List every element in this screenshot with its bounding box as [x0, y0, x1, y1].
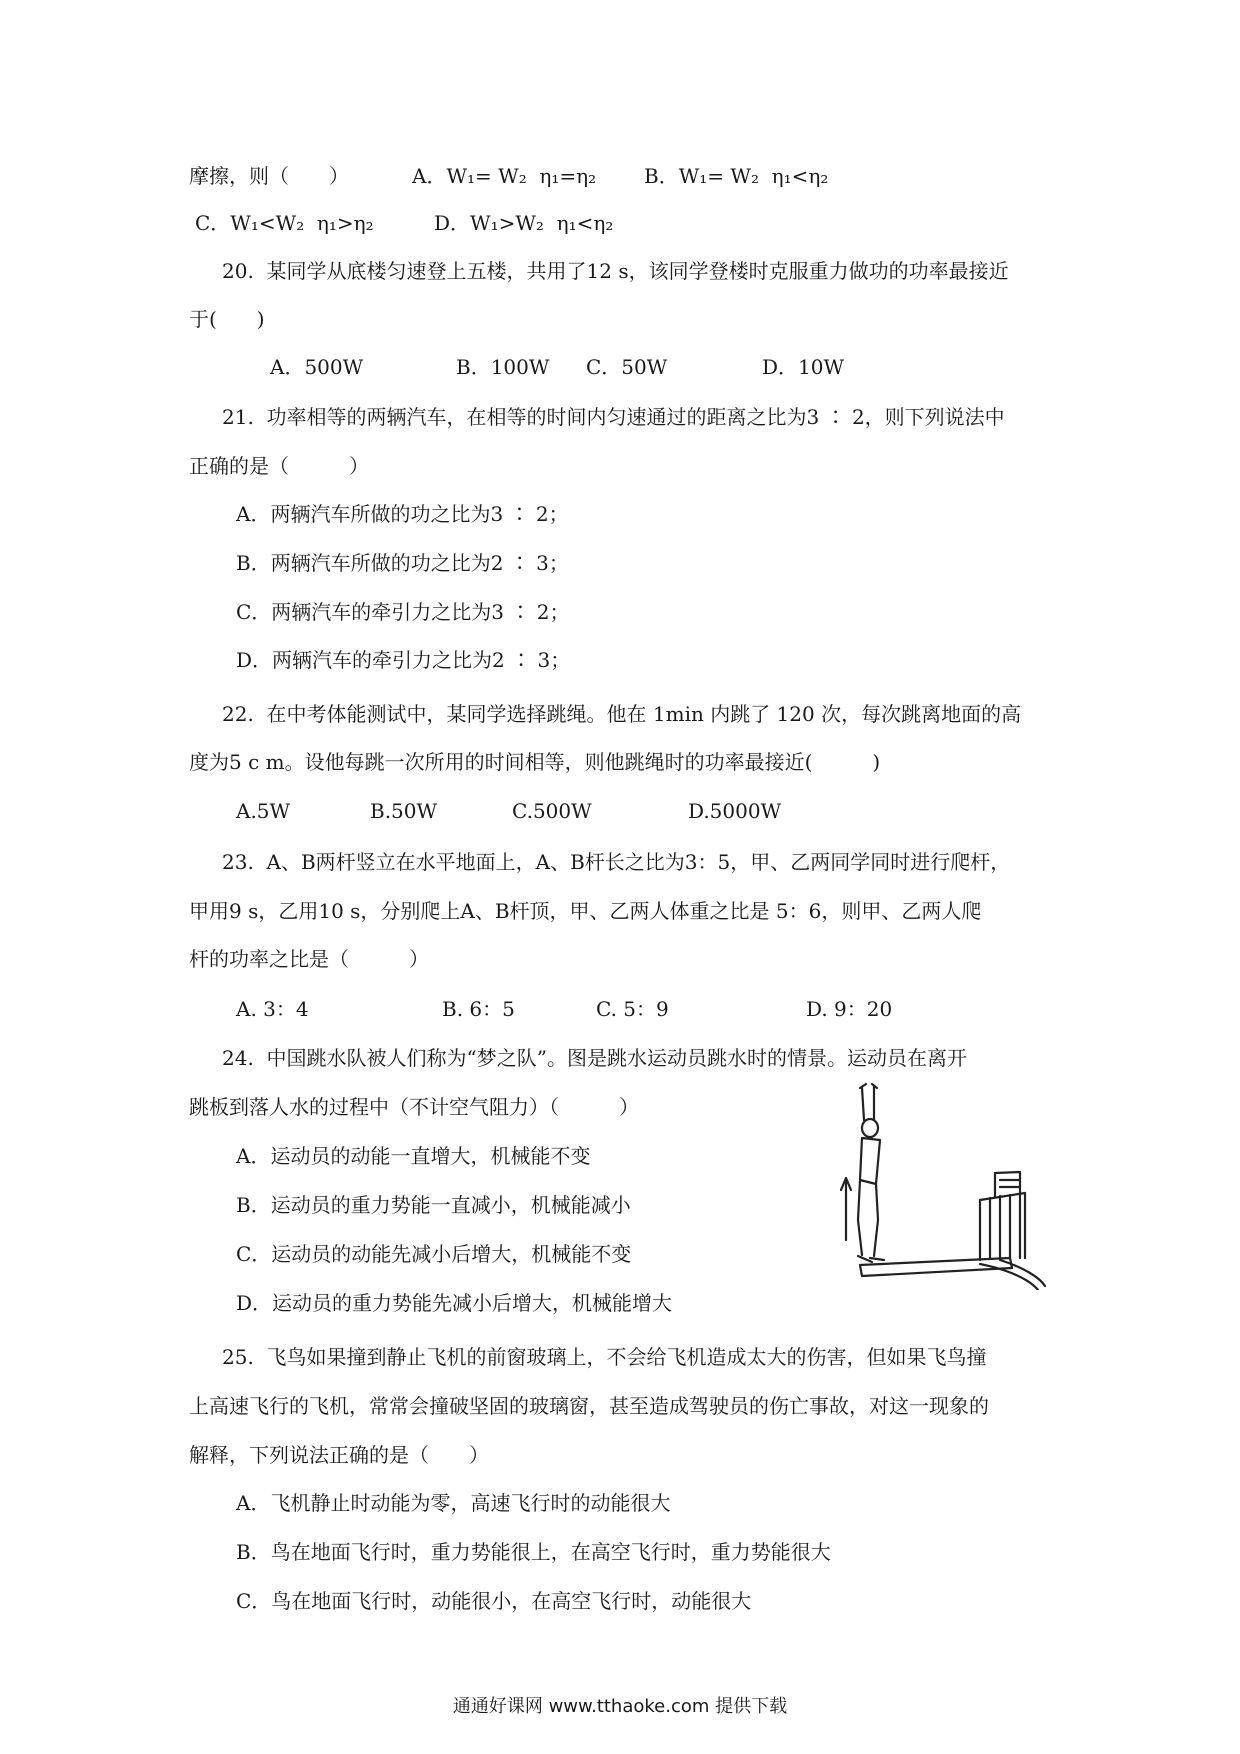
option-23-c: C. 5：9 [596, 997, 669, 1021]
option-24-d: D．运动员的重力势能先减小后增大，机械能增大 [236, 1291, 673, 1315]
option-22-d: D.5000W [688, 799, 782, 823]
question-25-line3: 解释，下列说法正确的是（ ） [189, 1443, 489, 1467]
question-23-line1: 23. A、B两杆竖立在水平地面上，A、B杆长之比为3：5，甲、乙两同学同时进行爬杆， [222, 850, 1011, 874]
option-24-a: A．运动员的动能一直增大，机械能不变 [236, 1144, 591, 1168]
option-20-a: A．500W [270, 355, 364, 379]
option-19-a: A．W₁= W₂ η₁=η₂ [412, 164, 597, 188]
option-20-c: C．50W [586, 355, 668, 379]
option-21-a: A．两辆汽车所做的功之比为3 ∶ 2； [236, 502, 569, 526]
option-24-b: B．运动员的重力势能一直减小，机械能减小 [236, 1193, 631, 1217]
option-23-b: B. 6：5 [442, 997, 515, 1021]
question-21-line1: 21. 功率相等的两辆汽车，在相等的时间内匀速通过的距离之比为3 ∶ 2，则下列说法中 [222, 405, 1005, 429]
option-24-c: C．运动员的动能先减小后增大，机械能不变 [236, 1242, 632, 1266]
option-19-d: D．W₁>W₂ η₁<η₂ [434, 211, 614, 235]
option-19-b: B．W₁= W₂ η₁<η₂ [644, 164, 829, 188]
option-20-b: B．100W [456, 355, 550, 379]
option-19-c: C．W₁<W₂ η₁>η₂ [195, 211, 374, 235]
option-25-b: B．鸟在地面飞行时，重力势能很上，在高空飞行时，重力势能很大 [236, 1540, 831, 1564]
option-25-c: C．鸟在地面飞行时，动能很小，在高空飞行时，动能很大 [236, 1589, 752, 1613]
option-23-a: A. 3：4 [236, 997, 309, 1021]
option-21-b: B．两辆汽车所做的功之比为2 ∶ 3； [236, 551, 569, 575]
question-23-line3: 杆的功率之比是（ ） [189, 947, 429, 971]
option-22-b: B.50W [370, 799, 438, 823]
question-21-line2: 正确的是（ ） [189, 454, 369, 478]
line-friction-stem: 摩擦，则（ ） [189, 164, 349, 188]
option-23-d: D. 9：20 [806, 997, 893, 1021]
option-22-c: C.500W [512, 799, 592, 823]
diver-figure-illustration [840, 1080, 1060, 1290]
question-22-line2: 度为5 c m。设他每跳一次所用的时间相等，则他跳绳时的功率最接近( ) [189, 750, 881, 774]
option-20-d: D．10W [762, 355, 845, 379]
page-footer: 通通好课网 www.tthaoke.com 提供下载 [452, 1696, 788, 1717]
question-24-line1: 24. 中国跳水队被人们称为“梦之队”。图是跳水运动员跳水时的情景。运动员在离开 [222, 1046, 967, 1070]
question-24-line2: 跳板到落人水的过程中（不计空气阻力）（ ） [189, 1095, 639, 1119]
question-25-line2: 上高速飞行的飞机，常常会撞破坚固的玻璃窗，甚至造成驾驶员的伤亡事故，对这一现象的 [189, 1394, 989, 1418]
question-20-line1: 20. 某同学从底楼匀速登上五楼，共用了12 s，该同学登楼时克服重力做功的功率最接近 [222, 259, 1009, 283]
option-25-a: A．飞机静止时动能为零，高速飞行时的动能很大 [236, 1491, 671, 1515]
option-22-a: A.5W [236, 799, 291, 823]
option-21-d: D．两辆汽车的牵引力之比为2 ∶ 3； [236, 648, 571, 672]
option-21-c: C．两辆汽车的牵引力之比为3 ∶ 2； [236, 600, 570, 624]
question-22-line1: 22. 在中考体能测试中，某同学选择跳绳。他在 1min 内跳了 120 次，每次跳离地面的高 [222, 702, 1022, 726]
question-25-line1: 25. 飞鸟如果撞到静止飞机的前窗玻璃上，不会给飞机造成太大的伤害，但如果飞鸟撞 [222, 1345, 987, 1369]
question-23-line2: 甲用9 s，乙用10 s，分别爬上A、B杆顶，甲、乙两人体重之比是 5：6，则甲、乙两人爬 [189, 899, 982, 923]
question-20-line2: 于( ) [189, 307, 265, 331]
